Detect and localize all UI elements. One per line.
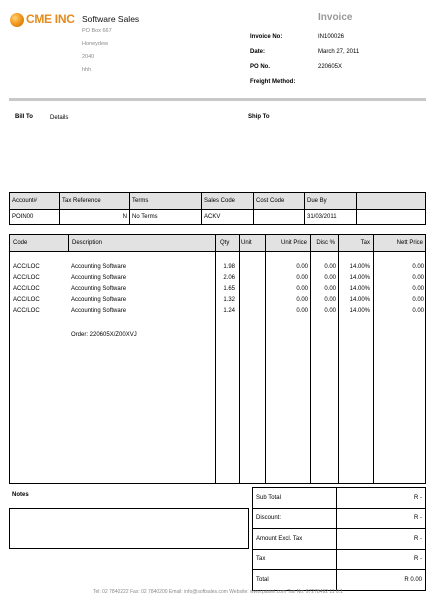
meta-row-date <box>250 49 430 64</box>
column-header-unit-price: Unit Price <box>280 240 307 246</box>
cell-nett-price: 0.00 <box>412 286 424 292</box>
column-header-code: Code <box>13 240 28 246</box>
cell-nett-price: 0.00 <box>412 297 424 303</box>
totals-row-total <box>253 570 426 591</box>
table-row <box>10 297 425 308</box>
cell-code: ACC/LOC <box>13 297 40 303</box>
totals-label: Discount: <box>253 508 337 529</box>
meta-value: IN100026 <box>318 34 345 40</box>
document-title: Invoice <box>318 12 353 23</box>
column-header-unit: Unit <box>241 240 252 246</box>
totals-row-tax <box>253 549 426 570</box>
totals-value: R 0.00 <box>337 570 426 591</box>
address-line: Honeydew <box>82 41 108 47</box>
table-row <box>10 275 425 286</box>
totals-label: Tax <box>253 549 337 570</box>
account-table <box>9 192 426 225</box>
totals-label: Amount Excl. Tax <box>253 529 337 550</box>
logo-text: CME INC <box>26 12 75 26</box>
account-header-row <box>10 193 426 210</box>
address-line: PO Box 667 <box>82 28 112 34</box>
cell-nett-price: 0.00 <box>412 308 424 314</box>
cell-unit-price: 0.00 <box>296 264 308 270</box>
cell-qty: 2.06 <box>223 275 235 281</box>
meta-label: Freight Method: <box>250 79 296 85</box>
account-value: ACKV <box>202 210 254 225</box>
account-header: Cost Code <box>254 193 305 210</box>
cell-tax: 14.00% <box>349 264 370 270</box>
account-header: Tax Reference <box>60 193 130 210</box>
meta-value: March 27, 2011 <box>318 49 360 55</box>
cell-description: Accounting Software <box>71 297 127 303</box>
column-header-tax: Tax <box>360 240 370 246</box>
meta-row-po-no <box>250 64 430 79</box>
cell-description: Accounting Software <box>71 308 127 314</box>
cell-qty: 1.24 <box>223 308 235 314</box>
account-header: Due By <box>305 193 357 210</box>
cell-code: ACC/LOC <box>13 286 40 292</box>
cell-nett-price: 0.00 <box>412 264 424 270</box>
totals-row-subtotal <box>253 488 426 509</box>
account-value: 31/03/2011 <box>305 210 357 225</box>
meta-label: Date: <box>250 49 266 55</box>
column-header-disc: Disc % <box>316 240 335 246</box>
account-value: No Terms <box>130 210 202 225</box>
company-block <box>82 14 222 76</box>
footer-contact: Tel: 02 7840222 Fax: 02 7840200 Email: info@softsales.com Website: www.pastel.com Tax No: 97278492 11 0.1 <box>93 589 343 595</box>
cell-unit-price: 0.00 <box>296 275 308 281</box>
account-value <box>357 210 426 225</box>
bill-to-label: Bill To <box>15 114 33 120</box>
company-name: Software Sales <box>82 14 140 24</box>
cell-unit-price: 0.00 <box>296 297 308 303</box>
meta-row-freight-method <box>250 79 430 94</box>
account-header <box>357 193 426 210</box>
table-row <box>10 308 425 319</box>
cell-description: Accounting Software <box>71 264 127 270</box>
cell-unit-price: 0.00 <box>296 286 308 292</box>
table-row <box>10 286 425 297</box>
cell-description: Accounting Software <box>71 286 127 292</box>
totals-table <box>252 487 426 591</box>
cell-unit-price: 0.00 <box>296 308 308 314</box>
account-value-row <box>10 210 426 225</box>
column-header-qty: Qty <box>220 240 230 246</box>
cell-disc: 0.00 <box>324 308 336 314</box>
account-value: POIN00 <box>10 210 60 225</box>
cell-code: ACC/LOC <box>13 264 40 270</box>
globe-icon <box>10 13 24 27</box>
account-value: N <box>60 210 130 225</box>
meta-label: PO No. <box>250 64 271 70</box>
cell-tax: 14.00% <box>349 275 370 281</box>
meta-row-invoice-no <box>250 34 430 49</box>
header-divider <box>9 98 426 101</box>
cell-tax: 14.00% <box>349 308 370 314</box>
cell-description: Accounting Software <box>71 275 127 281</box>
meta-value: 220605X <box>318 64 343 70</box>
totals-value: R - <box>337 488 426 509</box>
address-line: hhh <box>82 67 92 73</box>
cell-disc: 0.00 <box>324 297 336 303</box>
column-divider <box>68 235 69 252</box>
cell-disc: 0.00 <box>324 286 336 292</box>
cell-qty: 1.32 <box>223 297 235 303</box>
meta-label: Invoice No: <box>250 34 283 40</box>
ship-to-label: Ship To <box>248 114 270 120</box>
cell-qty: 1.98 <box>223 264 235 270</box>
cell-qty: 1.65 <box>223 286 235 292</box>
totals-label: Sub Total <box>253 488 337 509</box>
cell-tax: 14.00% <box>349 286 370 292</box>
cell-nett-price: 0.00 <box>412 275 424 281</box>
totals-label: Total <box>253 570 337 591</box>
column-header-description: Description <box>72 240 103 246</box>
table-row <box>10 264 425 275</box>
totals-row-amount-excl-tax <box>253 529 426 550</box>
account-header: Account# <box>10 193 60 210</box>
totals-value: R - <box>337 508 426 529</box>
account-header: Sales Code <box>202 193 254 210</box>
cell-disc: 0.00 <box>324 264 336 270</box>
column-header-nett-price: Nett Price <box>396 240 423 246</box>
account-value <box>254 210 305 225</box>
order-note: Order: 220605X/Z00XVJ <box>71 332 137 338</box>
notes-box <box>9 508 249 549</box>
cell-disc: 0.00 <box>324 275 336 281</box>
cell-code: ACC/LOC <box>13 275 40 281</box>
totals-value: R - <box>337 529 426 550</box>
notes-label: Notes <box>12 492 29 498</box>
line-items-table <box>9 234 426 484</box>
account-header: Terms <box>130 193 202 210</box>
totals-value: R - <box>337 549 426 570</box>
totals-row-discount <box>253 508 426 529</box>
bill-to-value: Details <box>50 115 69 121</box>
company-logo <box>10 12 82 30</box>
cell-code: ACC/LOC <box>13 308 40 314</box>
invoice-meta <box>250 34 430 94</box>
cell-tax: 14.00% <box>349 297 370 303</box>
address-line: 2040 <box>82 54 95 60</box>
